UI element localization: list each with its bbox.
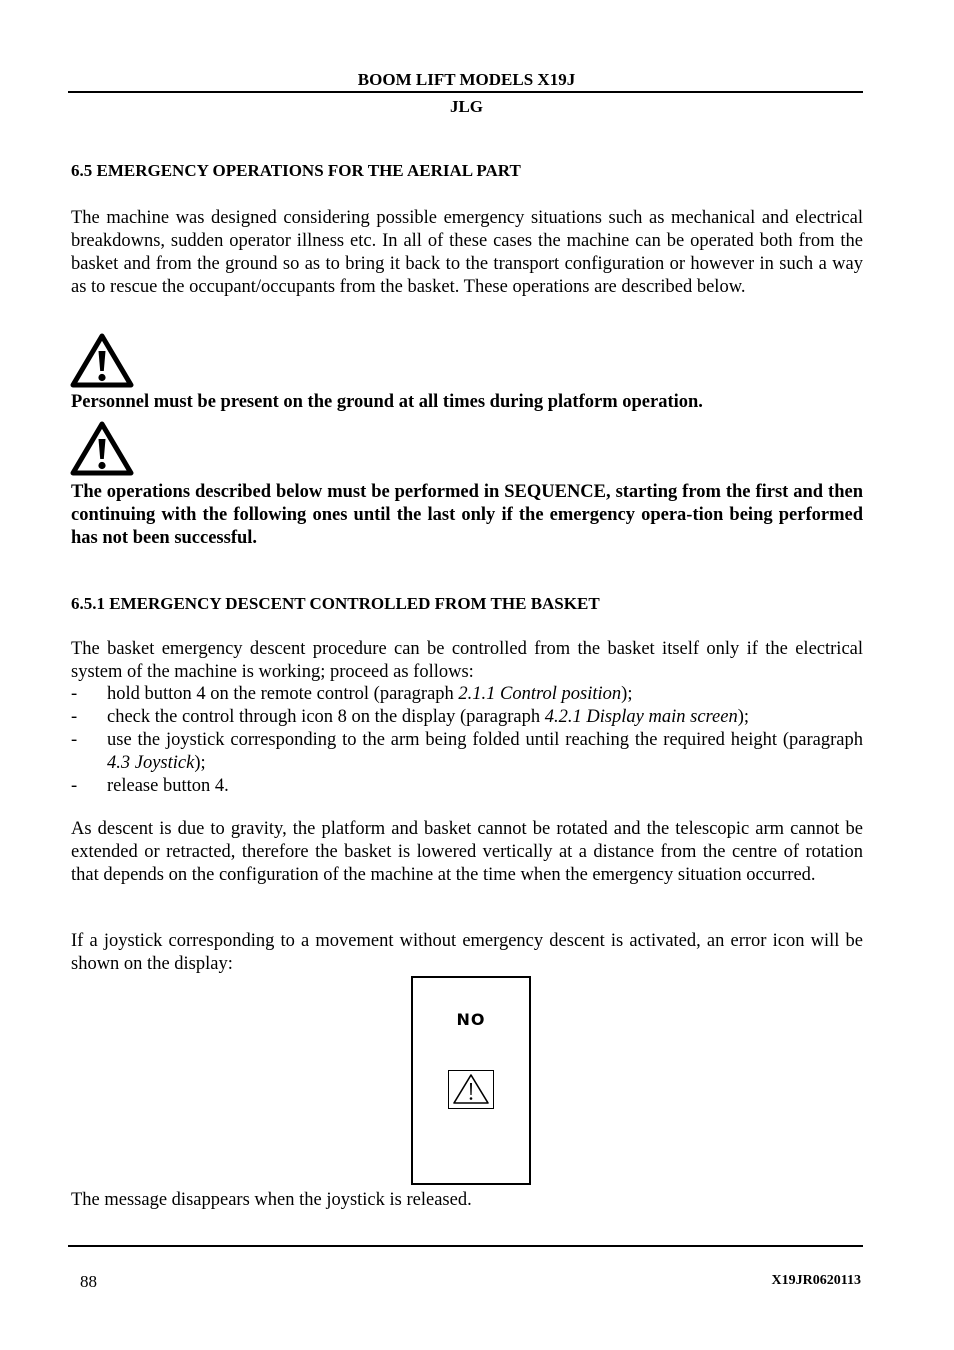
list-dash: - xyxy=(71,730,78,750)
display-error-screen xyxy=(411,976,531,1185)
list-dash: - xyxy=(71,707,78,727)
list-item: - release button 4. xyxy=(71,776,229,796)
paragraph-reference: 4.3 Joystick xyxy=(107,753,195,773)
list-item: - use the joystick corresponding to the arm being folded until reaching the required height (paragraph 4.3 Joystick); xyxy=(71,730,863,773)
warning-text-personnel: Personnel must be present on the ground at all times during platform operation. xyxy=(71,392,703,412)
paragraph-reference: 2.1.1 Control position xyxy=(458,684,622,704)
list-item: - hold button 4 on the remote control (paragraph 2.1.1 Control position); xyxy=(71,684,633,704)
page-number: 88 xyxy=(80,1272,97,1291)
section-heading: 6.5 EMERGENCY OPERATIONS FOR THE AERIAL PART xyxy=(71,161,521,180)
error-note: If a joystick corresponding to a movement without emergency descent is activated, an error icon will be shown on the display: xyxy=(71,931,863,974)
subsection-intro: The basket emergency descent procedure can be controlled from the basket itself only if the electrical system of the machine is working; proceed as follows: xyxy=(71,639,863,682)
warning-triangle-icon xyxy=(70,421,134,476)
subsection-heading: 6.5.1 EMERGENCY DESCENT CONTROLLED FROM THE BASKET xyxy=(71,594,600,613)
document-title: BOOM LIFT MODELS X19J xyxy=(357,70,576,89)
brand-name: JLG xyxy=(449,97,484,116)
gravity-note: As descent is due to gravity, the platform and basket cannot be rotated and the telescopic arm cannot be extended or retracted, therefore the basket is lowered vertically at a distance from the centre of rotation that depends on the configuration of the machine at the time when the emergency situation occurred. xyxy=(71,819,863,885)
warning-triangle-icon xyxy=(70,333,134,388)
list-dash: - xyxy=(71,684,78,704)
document-code: X19JR0620113 xyxy=(771,1273,861,1288)
warning-triangle-icon xyxy=(449,1071,493,1108)
display-no-label: NO xyxy=(456,1010,486,1029)
list-item: - check the control through icon 8 on the display (paragraph 4.2.1 Display main screen); xyxy=(71,707,750,727)
header-rule xyxy=(68,91,863,93)
list-dash: - xyxy=(71,776,78,796)
procedure-steps xyxy=(71,683,863,798)
paragraph-reference: 4.2.1 Display main screen xyxy=(544,707,738,727)
display-warning-frame xyxy=(448,1070,494,1109)
warning-text-sequence: The operations described below must be performed in SEQUENCE, starting from the first and then continuing with the following ones until the last only if the emergency opera-tion being performed has not been successful. xyxy=(71,482,863,548)
closing-note: The message disappears when the joystick is released. xyxy=(71,1190,472,1210)
footer-rule xyxy=(68,1245,863,1247)
section-intro: The machine was designed considering possible emergency situations such as mechanical and electrical breakdowns, sudden operator illness etc. In all of these cases the machine can be operated both from the basket and from the ground so as to bring it back to the transport configuration or however in such a way as to rescue the occupant/occupants from the basket. These operations are described below. xyxy=(71,208,863,297)
